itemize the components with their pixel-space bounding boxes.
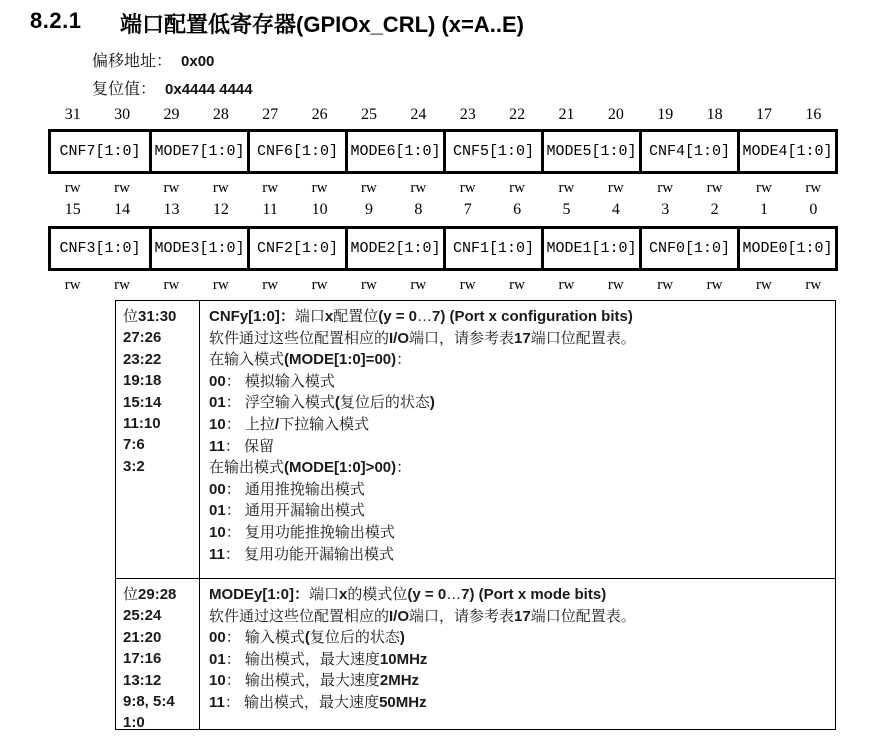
- access-type-rw: rw: [459, 277, 476, 293]
- bit-range: 15:14: [123, 393, 162, 411]
- description-line: 00： 输入模式(复位后的状态): [209, 629, 405, 647]
- description-line: 10： 上拉/下拉输入模式: [209, 415, 370, 433]
- access-type-rw: rw: [756, 180, 772, 196]
- bit-field-cell: CNF4[1:0]: [639, 132, 737, 171]
- description-line: 01： 通用开漏输出模式: [209, 502, 365, 520]
- access-type-rw: rw: [163, 277, 180, 293]
- bit-range: 27:26: [123, 329, 162, 347]
- bit-description-table: [115, 300, 836, 730]
- description-line: 01： 浮空输入模式(复位后的状态): [209, 394, 435, 412]
- access-type-rw: rw: [361, 180, 377, 196]
- bit-number: 27: [262, 106, 279, 123]
- bit-number: 1: [759, 201, 768, 218]
- bit-field-cell: MODE5[1:0]: [541, 132, 639, 171]
- bit-number: 23: [459, 106, 476, 123]
- description-line: 在输出模式(MODE[1:0]>00)：: [209, 459, 412, 477]
- description-line: 11： 输出模式，最大速度50MHz: [209, 693, 427, 711]
- access-type-rw: rw: [706, 277, 723, 293]
- access-type-rw: rw: [459, 180, 476, 196]
- field-description: [200, 301, 835, 578]
- field-title: 端口x的模式位(y = 0…7) (Port x mode bits): [309, 586, 607, 603]
- bit-number: 5: [562, 201, 571, 218]
- description-line: 01： 输出模式，最大速度10MHz: [209, 650, 428, 668]
- reset-value-value: 0x4444 4444: [165, 81, 253, 98]
- bit-number: 17: [755, 106, 772, 123]
- bit-number: 2: [710, 201, 719, 218]
- access-row: [48, 277, 838, 294]
- description-row: [116, 301, 835, 578]
- bit-range: 位31:30: [123, 308, 177, 325]
- bit-range: 19:18: [123, 372, 162, 390]
- access-type-rw: rw: [509, 180, 525, 196]
- bit-number: 12: [212, 201, 229, 218]
- bit-field-cell: CNF1[1:0]: [443, 229, 541, 268]
- bit-field-cell: MODE4[1:0]: [737, 132, 835, 171]
- bit-number: 19: [657, 106, 674, 123]
- bit-range-column: [116, 301, 200, 578]
- description-line: 软件通过这些位配置相应的I/O端口，请参考表17端口位配置表。: [209, 329, 636, 347]
- bit-field-cell: MODE3[1:0]: [149, 229, 247, 268]
- bit-fields-row: [48, 129, 838, 174]
- access-row: [48, 180, 838, 197]
- access-type-rw: rw: [756, 277, 772, 293]
- access-type-rw: rw: [311, 277, 328, 293]
- access-type-rw: rw: [706, 180, 723, 196]
- bit-field-cell: MODE7[1:0]: [149, 132, 247, 171]
- bit-field-cell: MODE6[1:0]: [345, 132, 443, 171]
- offset-address-label: 偏移地址：: [92, 53, 173, 70]
- bit-number: 22: [509, 106, 526, 123]
- offset-address-line: [92, 48, 214, 68]
- bit-field-cell: MODE1[1:0]: [541, 229, 639, 268]
- access-type-rw: rw: [509, 277, 525, 293]
- access-type-rw: rw: [311, 180, 328, 196]
- bit-number: 0: [809, 201, 818, 218]
- access-type-rw: rw: [114, 180, 130, 196]
- bit-range: 位29:28: [123, 586, 177, 603]
- section-number: 8.2.1: [30, 8, 82, 33]
- bit-field-cell: CNF5[1:0]: [443, 132, 541, 171]
- bit-number: 24: [410, 106, 427, 123]
- bit-number: 16: [805, 106, 822, 123]
- bit-field-cell: CNF3[1:0]: [59, 240, 141, 257]
- access-type-rw: rw: [262, 180, 279, 196]
- bit-number: 10: [311, 201, 328, 218]
- bit-range: 21:20: [123, 628, 162, 646]
- access-type-rw: rw: [64, 277, 81, 293]
- bit-field-cell: MODE0[1:0]: [737, 229, 835, 268]
- bit-number: 8: [414, 201, 423, 218]
- bit-number: 20: [607, 106, 624, 123]
- reset-value-line: [92, 76, 253, 96]
- bit-number: 18: [706, 106, 723, 123]
- bit-range: 13:12: [123, 671, 162, 689]
- field-title: 端口x配置位(y = 0…7) (Port x configuration bits): [294, 308, 633, 325]
- bit-number: 3: [661, 201, 670, 218]
- reset-value-label: 复位值：: [92, 81, 157, 98]
- bit-fields-row: [48, 226, 838, 271]
- bit-range: 1:0: [123, 714, 145, 729]
- bit-numbers-row: [48, 106, 838, 124]
- access-type-rw: rw: [607, 277, 624, 293]
- bit-range: 25:24: [123, 607, 162, 625]
- bit-field-cell: CNF7[1:0]: [59, 143, 141, 160]
- access-type-rw: rw: [163, 180, 180, 196]
- bit-range: 7:6: [123, 436, 145, 454]
- description-line: 在输入模式(MODE[1:0]=00)：: [209, 351, 412, 369]
- bit-number: 11: [262, 201, 278, 218]
- bit-range-column: [116, 579, 200, 729]
- page-title: 端口配置低寄存器(GPIOx_CRL) (x=A..E): [120, 12, 524, 37]
- bit-field-cell: CNF2[1:0]: [247, 229, 345, 268]
- description-line: 00： 模拟输入模式: [209, 372, 335, 390]
- bit-number: 29: [163, 106, 180, 123]
- bit-number: 14: [114, 201, 131, 218]
- bit-number: 4: [611, 201, 620, 218]
- bit-number: 21: [558, 106, 575, 123]
- bit-range: 17:16: [123, 650, 162, 668]
- access-type-rw: rw: [657, 180, 674, 196]
- access-type-rw: rw: [558, 277, 575, 293]
- bit-numbers-row: [48, 201, 838, 219]
- bit-range: 23:22: [123, 350, 162, 368]
- field-title-line: [209, 306, 825, 328]
- access-type-rw: rw: [410, 180, 427, 196]
- access-type-rw: rw: [805, 277, 822, 293]
- bit-number: 30: [114, 106, 131, 123]
- access-type-rw: rw: [558, 180, 575, 196]
- access-type-rw: rw: [805, 180, 822, 196]
- field-description: [200, 579, 835, 729]
- offset-address-value: 0x00: [181, 53, 215, 70]
- access-type-rw: rw: [657, 277, 674, 293]
- access-type-rw: rw: [64, 180, 81, 196]
- bit-field-cell: CNF6[1:0]: [247, 132, 345, 171]
- bit-number: 26: [311, 106, 328, 123]
- access-type-rw: rw: [212, 180, 229, 196]
- access-type-rw: rw: [114, 277, 130, 293]
- bit-number: 6: [513, 201, 522, 218]
- bit-range: 9:8, 5:4: [123, 693, 175, 711]
- bit-field-cell: MODE2[1:0]: [345, 229, 443, 268]
- access-type-rw: rw: [361, 277, 377, 293]
- bit-number: 7: [463, 201, 472, 218]
- bit-field-cell: CNF0[1:0]: [639, 229, 737, 268]
- field-name: MODEy[1:0]：: [209, 586, 310, 603]
- bit-range: 3:2: [123, 457, 145, 475]
- access-type-rw: rw: [212, 277, 229, 293]
- description-line: 10： 复用功能推挽输出模式: [209, 523, 395, 541]
- field-name: CNFy[1:0]：: [209, 308, 295, 325]
- field-title-line: [209, 584, 825, 606]
- access-type-rw: rw: [262, 277, 279, 293]
- description-line: 10： 输出模式，最大速度2MHz: [209, 672, 420, 690]
- description-line: 00： 通用推挽输出模式: [209, 480, 365, 498]
- bit-number: 13: [163, 201, 180, 218]
- description-line: 11： 复用功能开漏输出模式: [209, 545, 395, 563]
- access-type-rw: rw: [410, 277, 427, 293]
- description-line: 11： 保留: [209, 437, 275, 455]
- access-type-rw: rw: [607, 180, 624, 196]
- bit-number: 31: [64, 106, 81, 123]
- bit-number: 9: [364, 201, 373, 218]
- description-line: 软件通过这些位配置相应的I/O端口，请参考表17端口位配置表。: [209, 607, 636, 625]
- bit-number: 25: [360, 106, 377, 123]
- description-row: [116, 578, 835, 729]
- bit-number: 28: [212, 106, 229, 123]
- bit-range: 11:10: [123, 415, 161, 433]
- bit-number: 15: [64, 201, 81, 218]
